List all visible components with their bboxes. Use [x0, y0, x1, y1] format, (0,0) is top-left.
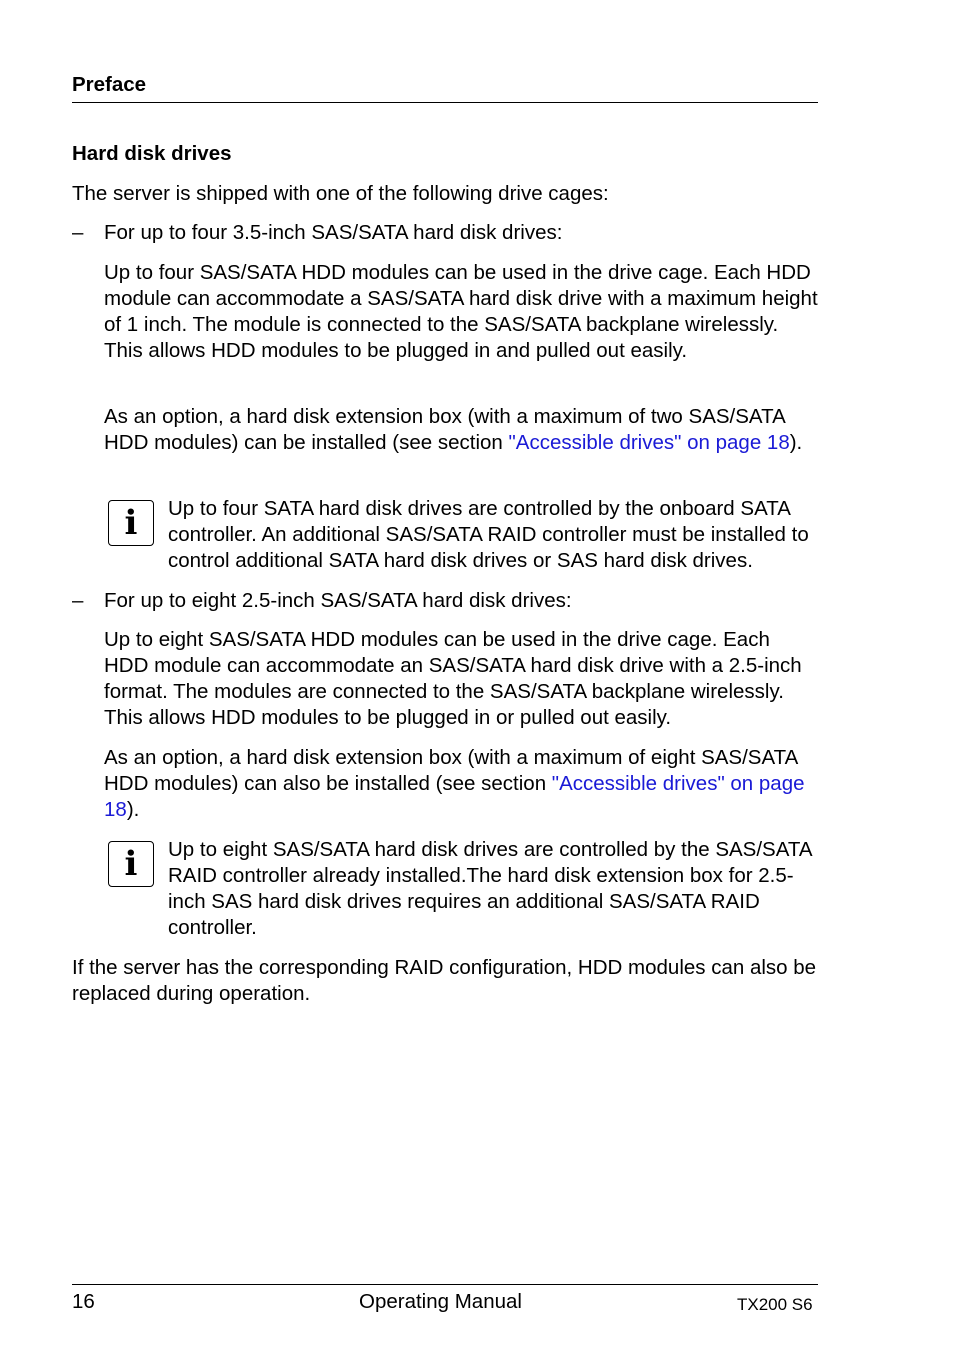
closing-paragraph: If the server has the corresponding RAID configuration, HDD modules can also be replaced during operation. [72, 956, 817, 1005]
item1-option-end: ). [789, 431, 803, 454]
item1-option-paragraph [104, 404, 818, 456]
item2-heading: For up to eight 2.5-inch SAS/SATA hard disk drives: [104, 589, 572, 612]
footer-rule [72, 1284, 818, 1285]
item2-option-end: ). [126, 798, 140, 821]
info-icon: i [108, 841, 154, 887]
item1-option-text: As an option, a hard disk extension box (with a maximum of two SAS/SATA HDD modules) can be installed (see section [104, 405, 785, 454]
item2-option-paragraph [104, 745, 818, 823]
footer-model: TX200 S6 [737, 1295, 813, 1314]
accessible-drives-link[interactable]: "Accessible drives" on page 18 [104, 772, 805, 821]
header-rule [72, 102, 818, 103]
page-number: 16 [72, 1290, 95, 1313]
item1-paragraph: Up to four SAS/SATA HDD modules can be used in the drive cage. Each HDD module can accommodate a SAS/SATA hard disk drive with a maximum height of 1 inch. The module is connected to the SAS/SATA backplane wirelessly. This allows HDD modules to be plugged in and pulled out easily. [104, 261, 818, 362]
intro-paragraph: The server is shipped with one of the following drive cages: [72, 182, 609, 205]
list-dash: – [72, 221, 84, 244]
item2-paragraph: Up to eight SAS/SATA HDD modules can be used in the drive cage. Each HDD module can accommodate an SAS/SATA hard disk drive with a 2.5-inch format. The modules are connected to the SAS/SATA backplane wirelessly. This allows HDD modules to be plugged in or pulled out easily. [104, 628, 802, 729]
item1-heading: For up to four 3.5-inch SAS/SATA hard disk drives: [104, 221, 563, 244]
footer-manual-title: Operating Manual [359, 1290, 522, 1313]
item2-option-text: As an option, a hard disk extension box (with a maximum of eight SAS/SATA HDD modules) can also be installed (see section [104, 746, 798, 795]
list-dash: – [72, 589, 84, 612]
accessible-drives-link[interactable]: "Accessible drives" on page 18 [508, 431, 790, 454]
item2-note: Up to eight SAS/SATA hard disk drives are controlled by the SAS/SATA RAID controller already installed.The hard disk extension box for 2.5-inch SAS hard disk drives requires an additional SAS/SATA RAID controller. [168, 838, 812, 939]
item1-note: Up to four SATA hard disk drives are controlled by the onboard SATA controller. An additional SAS/SATA RAID controller must be installed to control additional SATA hard disk drives or SAS hard disk drives. [168, 497, 809, 572]
section-title: Hard disk drives [72, 142, 232, 165]
running-header-title: Preface [72, 73, 147, 96]
info-icon: i [108, 500, 154, 546]
